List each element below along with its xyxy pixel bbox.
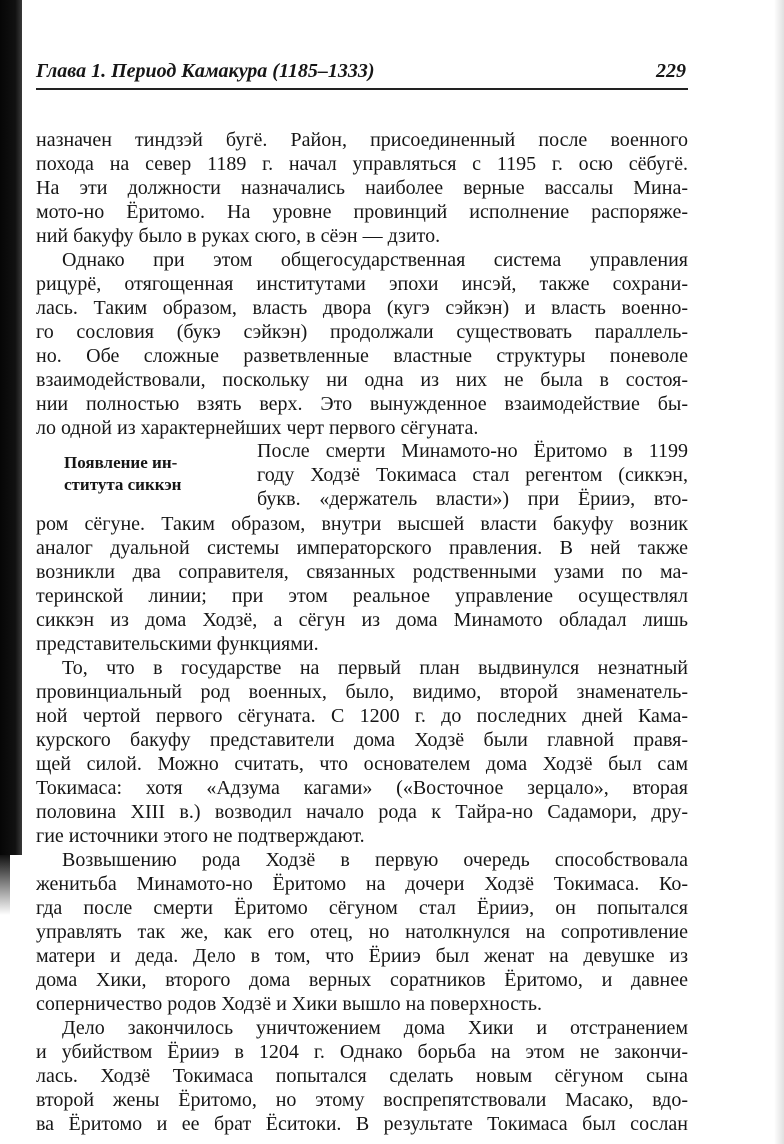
text-block-beside-heading xyxy=(257,439,688,511)
text-block-bottom xyxy=(36,512,688,1136)
text-line: го сословия (букэ сэйкэн) продолжали существовать параллель- xyxy=(36,321,688,343)
book-spine-shadow-tail xyxy=(0,855,10,915)
text-line: назначен тиндзэй бугё. Район, присоединенный после военного xyxy=(36,129,688,151)
text-line: ва Ёритомо и ее брат Ёситоки. В результате Токимаса был сослан xyxy=(36,1113,688,1135)
text-line: возникли два соправителя, связанных родственными узами по ма- xyxy=(36,561,688,583)
running-header xyxy=(36,58,688,90)
text-line: похода на север 1189 г. начал управляться с 1195 г. осю сёбугё. xyxy=(36,153,688,175)
text-line: управлять так же, как его отец, но натолкнулся на сопротивление xyxy=(36,921,688,943)
text-block-top xyxy=(36,128,688,440)
text-line: Однако при этом общегосударственная система управления xyxy=(62,249,688,271)
text-line: гда после смерти Ёритомо сёгуном стал Ёрииэ, он попытался xyxy=(36,897,688,919)
text-line: представительскими функциями. xyxy=(36,633,319,655)
text-line: соперничество родов Ходзё и Хики вышло на поверхность. xyxy=(36,993,543,1015)
text-line: аналог дуальной системы императорского правления. В ней также xyxy=(36,537,688,559)
text-line: Возвышению рода Ходзё в первую очередь способствовала xyxy=(62,849,688,871)
text-line: ло одной из характернейших черт первого сёгуната. xyxy=(36,417,479,439)
page-number: 229 xyxy=(656,60,686,82)
book-spine-shadow xyxy=(0,0,22,855)
text-line: букв. «держатель власти») при Ёрииэ, вто- xyxy=(257,488,688,510)
page-edge-shade xyxy=(774,0,784,1144)
text-line: дома Хики, второго дома верных соратников Ёритомо, и давнее xyxy=(36,969,688,991)
text-line: щей силой. Можно считать, что основателем дома Ходзё был сам xyxy=(36,753,688,775)
text-line: Токимаса: хотя «Адзума кагами» («Восточное зерцало», вторая xyxy=(36,777,688,799)
text-line: ром сёгуне. Таким образом, внутри высшей власти бакуфу возник xyxy=(36,513,688,535)
text-line: взаимодействовали, поскольку ни одна из них не была в состоя- xyxy=(36,369,688,391)
text-line: рицурё, отягощенная институтами эпохи инсэй, также сохрани- xyxy=(36,273,688,295)
text-line: но. Обе сложные разветвленные властные структуры поневоле xyxy=(36,345,688,367)
text-line: Дело закончилось уничтожением дома Хики и отстранением xyxy=(62,1017,688,1039)
text-line: курского бакуфу представители дома Ходзё были главной правя- xyxy=(36,729,688,751)
margin-heading-line: Появление ин- xyxy=(64,453,178,472)
text-line: матери и деда. Дело в том, что Ёрииэ был женат на девушке из xyxy=(36,945,688,967)
margin-heading-sikken xyxy=(64,452,244,496)
text-line: ной чертой первого сёгуната. С 1200 г. до последних дней Кама- xyxy=(36,705,688,727)
text-line: году Ходзё Токимаса стал регентом (сиккэн, xyxy=(257,464,688,486)
text-line: На эти должности назначались наиболее верные вассалы Мина- xyxy=(36,177,688,199)
text-line: теринской линии; при этом реальное управление осуществлял xyxy=(36,585,688,607)
text-line: мото-но Ёритомо. На уровне провинций исполнение распоряже- xyxy=(36,201,688,223)
text-line: провинциальный род военных, было, видимо, второй знаменатель- xyxy=(36,681,688,703)
text-line: гие источники этого не подтверждают. xyxy=(36,825,365,847)
margin-heading-line: ститута сиккэн xyxy=(64,475,182,494)
text-line: лась. Ходзё Токимаса попытался сделать новым сёгуном сына xyxy=(36,1065,688,1087)
text-line: ний бакуфу было в руках сюго, в сёэн — дзито. xyxy=(36,225,441,247)
text-line: второй жены Ёритомо, но этому воспрепятствовали Масако, вдо- xyxy=(36,1089,688,1111)
text-line: нии полностью взять верх. Это вынужденное взаимодействие бы- xyxy=(36,393,688,415)
text-line: половина XIII в.) возводил начало рода к Тайра-но Садамори, дру- xyxy=(36,801,688,823)
text-line: То, что в государстве на первый план выдвинулся незнатный xyxy=(62,657,688,679)
text-line: После смерти Минамото-но Ёритомо в 1199 xyxy=(257,440,688,462)
chapter-title: Глава 1. Период Камакура (1185–1333) xyxy=(36,60,375,82)
text-line: женитьба Минамото-но Ёритомо на дочери Ходзё Токимаса. Ко- xyxy=(36,873,688,895)
text-line: сиккэн из дома Ходзё, а сёгун из дома Минамото обладал лишь xyxy=(36,609,688,631)
text-line: лась. Таким образом, власть двора (кугэ сэйкэн) и власть военно- xyxy=(36,297,688,319)
text-line: и убийством Ёрииэ в 1204 г. Однако борьба на этом не закончи- xyxy=(36,1041,688,1063)
